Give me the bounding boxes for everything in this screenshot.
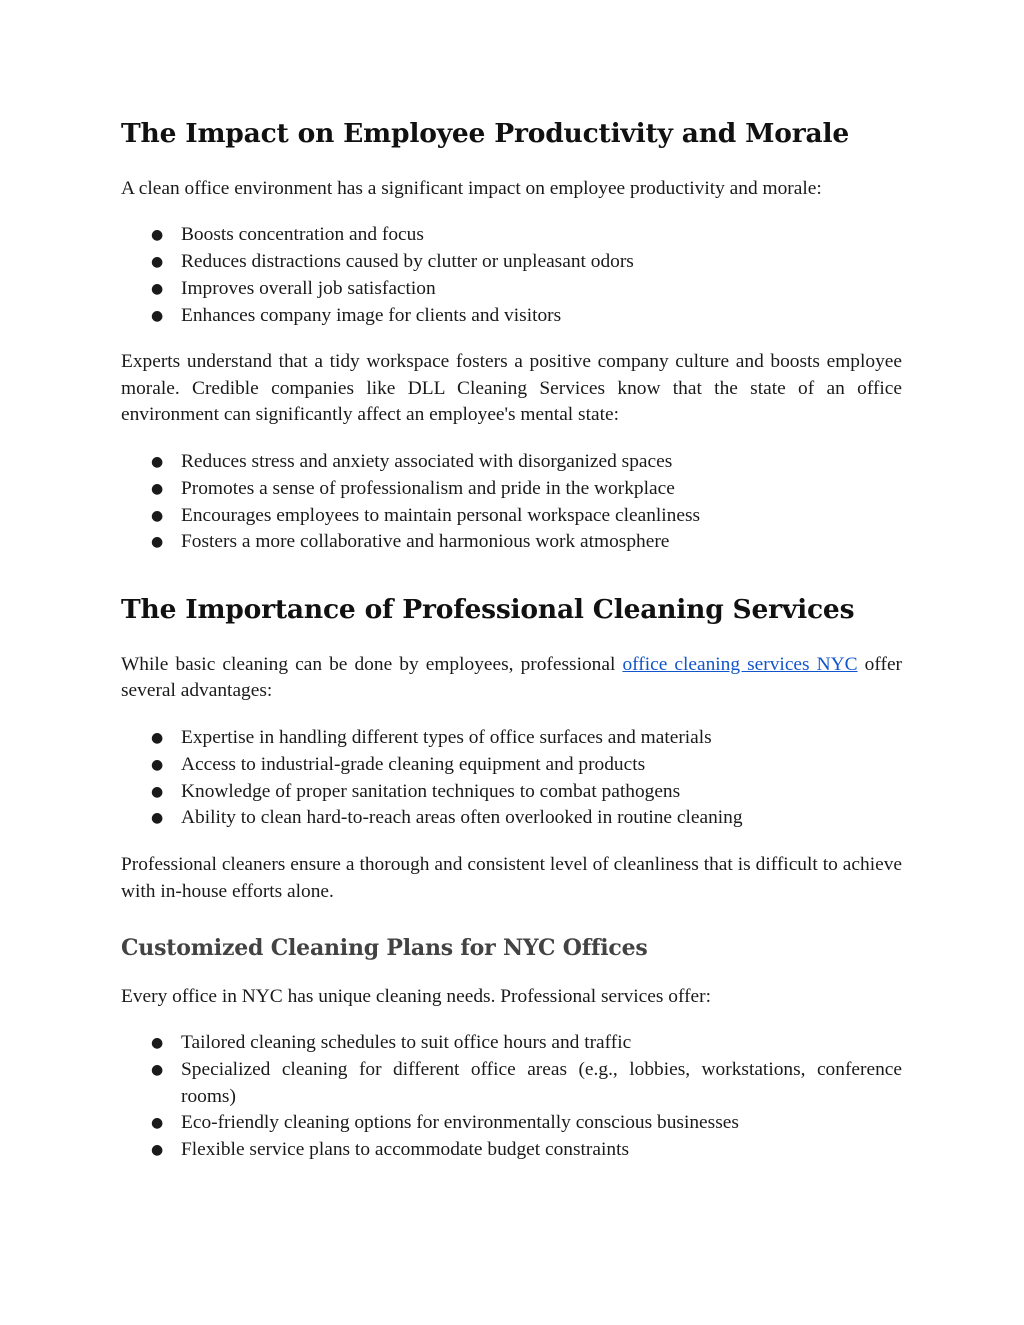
list-item: ● Knowledge of proper sanitation techniques to combat pathogens <box>121 779 902 806</box>
customized-plans-list <box>121 1030 902 1164</box>
list-item: ● Ability to clean hard-to-reach areas often overlooked in routine cleaning <box>121 805 902 832</box>
bullet-icon: ● <box>151 280 164 297</box>
productivity-intro: A clean office environment has a significant impact on employee productivity and morale: <box>121 177 822 199</box>
bullet-icon: ● <box>151 507 164 524</box>
document-page <box>121 96 902 1164</box>
bullet-icon: ● <box>151 783 164 800</box>
professional-intro: While basic cleaning can be done by employees, professional office cleaning services NYC offer several advantages: <box>121 653 903 702</box>
list-item: ● Fosters a more collaborative and harmonious work atmosphere <box>121 529 902 556</box>
bullet-icon: ● <box>151 1035 164 1052</box>
productivity-benefits-list <box>121 222 902 329</box>
bullet-icon: ● <box>151 1115 164 1132</box>
bullet-icon: ● <box>151 480 164 497</box>
list-item: ● Improves overall job satisfaction <box>121 276 902 303</box>
professional-closing: Professional cleaners ensure a thorough and consistent level of cleanliness that is difficult to achieve with in-house efforts alone. <box>121 854 902 902</box>
list-item: ● Reduces stress and anxiety associated with disorganized spaces <box>121 449 902 476</box>
list-item: ● Tailored cleaning schedules to suit office hours and traffic <box>121 1030 902 1057</box>
bullet-icon: ● <box>151 1061 164 1078</box>
list-item: ● Encourages employees to maintain personal workspace cleanliness <box>121 503 902 530</box>
bullet-icon: ● <box>151 729 164 746</box>
bullet-icon: ● <box>151 453 164 470</box>
bullet-icon: ● <box>151 307 164 324</box>
customized-intro: Every office in NYC has unique cleaning needs. Professional services offer: <box>121 985 711 1007</box>
list-item: ● Access to industrial-grade cleaning equipment and products <box>121 752 902 779</box>
section-heading-customized-plans: Customized Cleaning Plans for NYC Offices <box>121 935 648 962</box>
list-item: ● Promotes a sense of professionalism and pride in the workplace <box>121 476 902 503</box>
list-item: ● Enhances company image for clients and visitors <box>121 303 902 330</box>
list-item: ● Reduces distractions caused by clutter or unpleasant odors <box>121 249 902 276</box>
list-item: ● Eco-friendly cleaning options for environmentally conscious businesses <box>121 1110 902 1137</box>
bullet-icon: ● <box>151 254 164 271</box>
section-heading-professional-cleaning: The Importance of Professional Cleaning Services <box>121 594 855 626</box>
bullet-icon: ● <box>151 1142 164 1159</box>
office-cleaning-services-link[interactable]: office cleaning services NYC <box>622 653 858 675</box>
morale-benefits-list <box>121 449 902 556</box>
list-item: ● Specialized cleaning for different office areas (e.g., lobbies, workstations, conference rooms) <box>151 1058 902 1107</box>
list-item: ● Expertise in handling different types of office surfaces and materials <box>121 725 902 752</box>
bullet-icon: ● <box>151 756 164 773</box>
list-item: ● Boosts concentration and focus <box>121 222 902 249</box>
section-heading-productivity: The Impact on Employee Productivity and Morale <box>121 118 850 149</box>
bullet-icon: ● <box>151 534 164 551</box>
bullet-icon: ● <box>151 227 164 244</box>
morale-paragraph: Experts understand that a tidy workspace fosters a positive company culture and boosts employee morale. Credible companies like DLL Cleaning Services know that the state of an office environment can significantly affect an employee's mental state: <box>121 351 902 426</box>
bullet-icon: ● <box>151 810 164 827</box>
list-item: ● Flexible service plans to accommodate budget constraints <box>121 1137 902 1164</box>
professional-advantages-list <box>121 725 902 832</box>
